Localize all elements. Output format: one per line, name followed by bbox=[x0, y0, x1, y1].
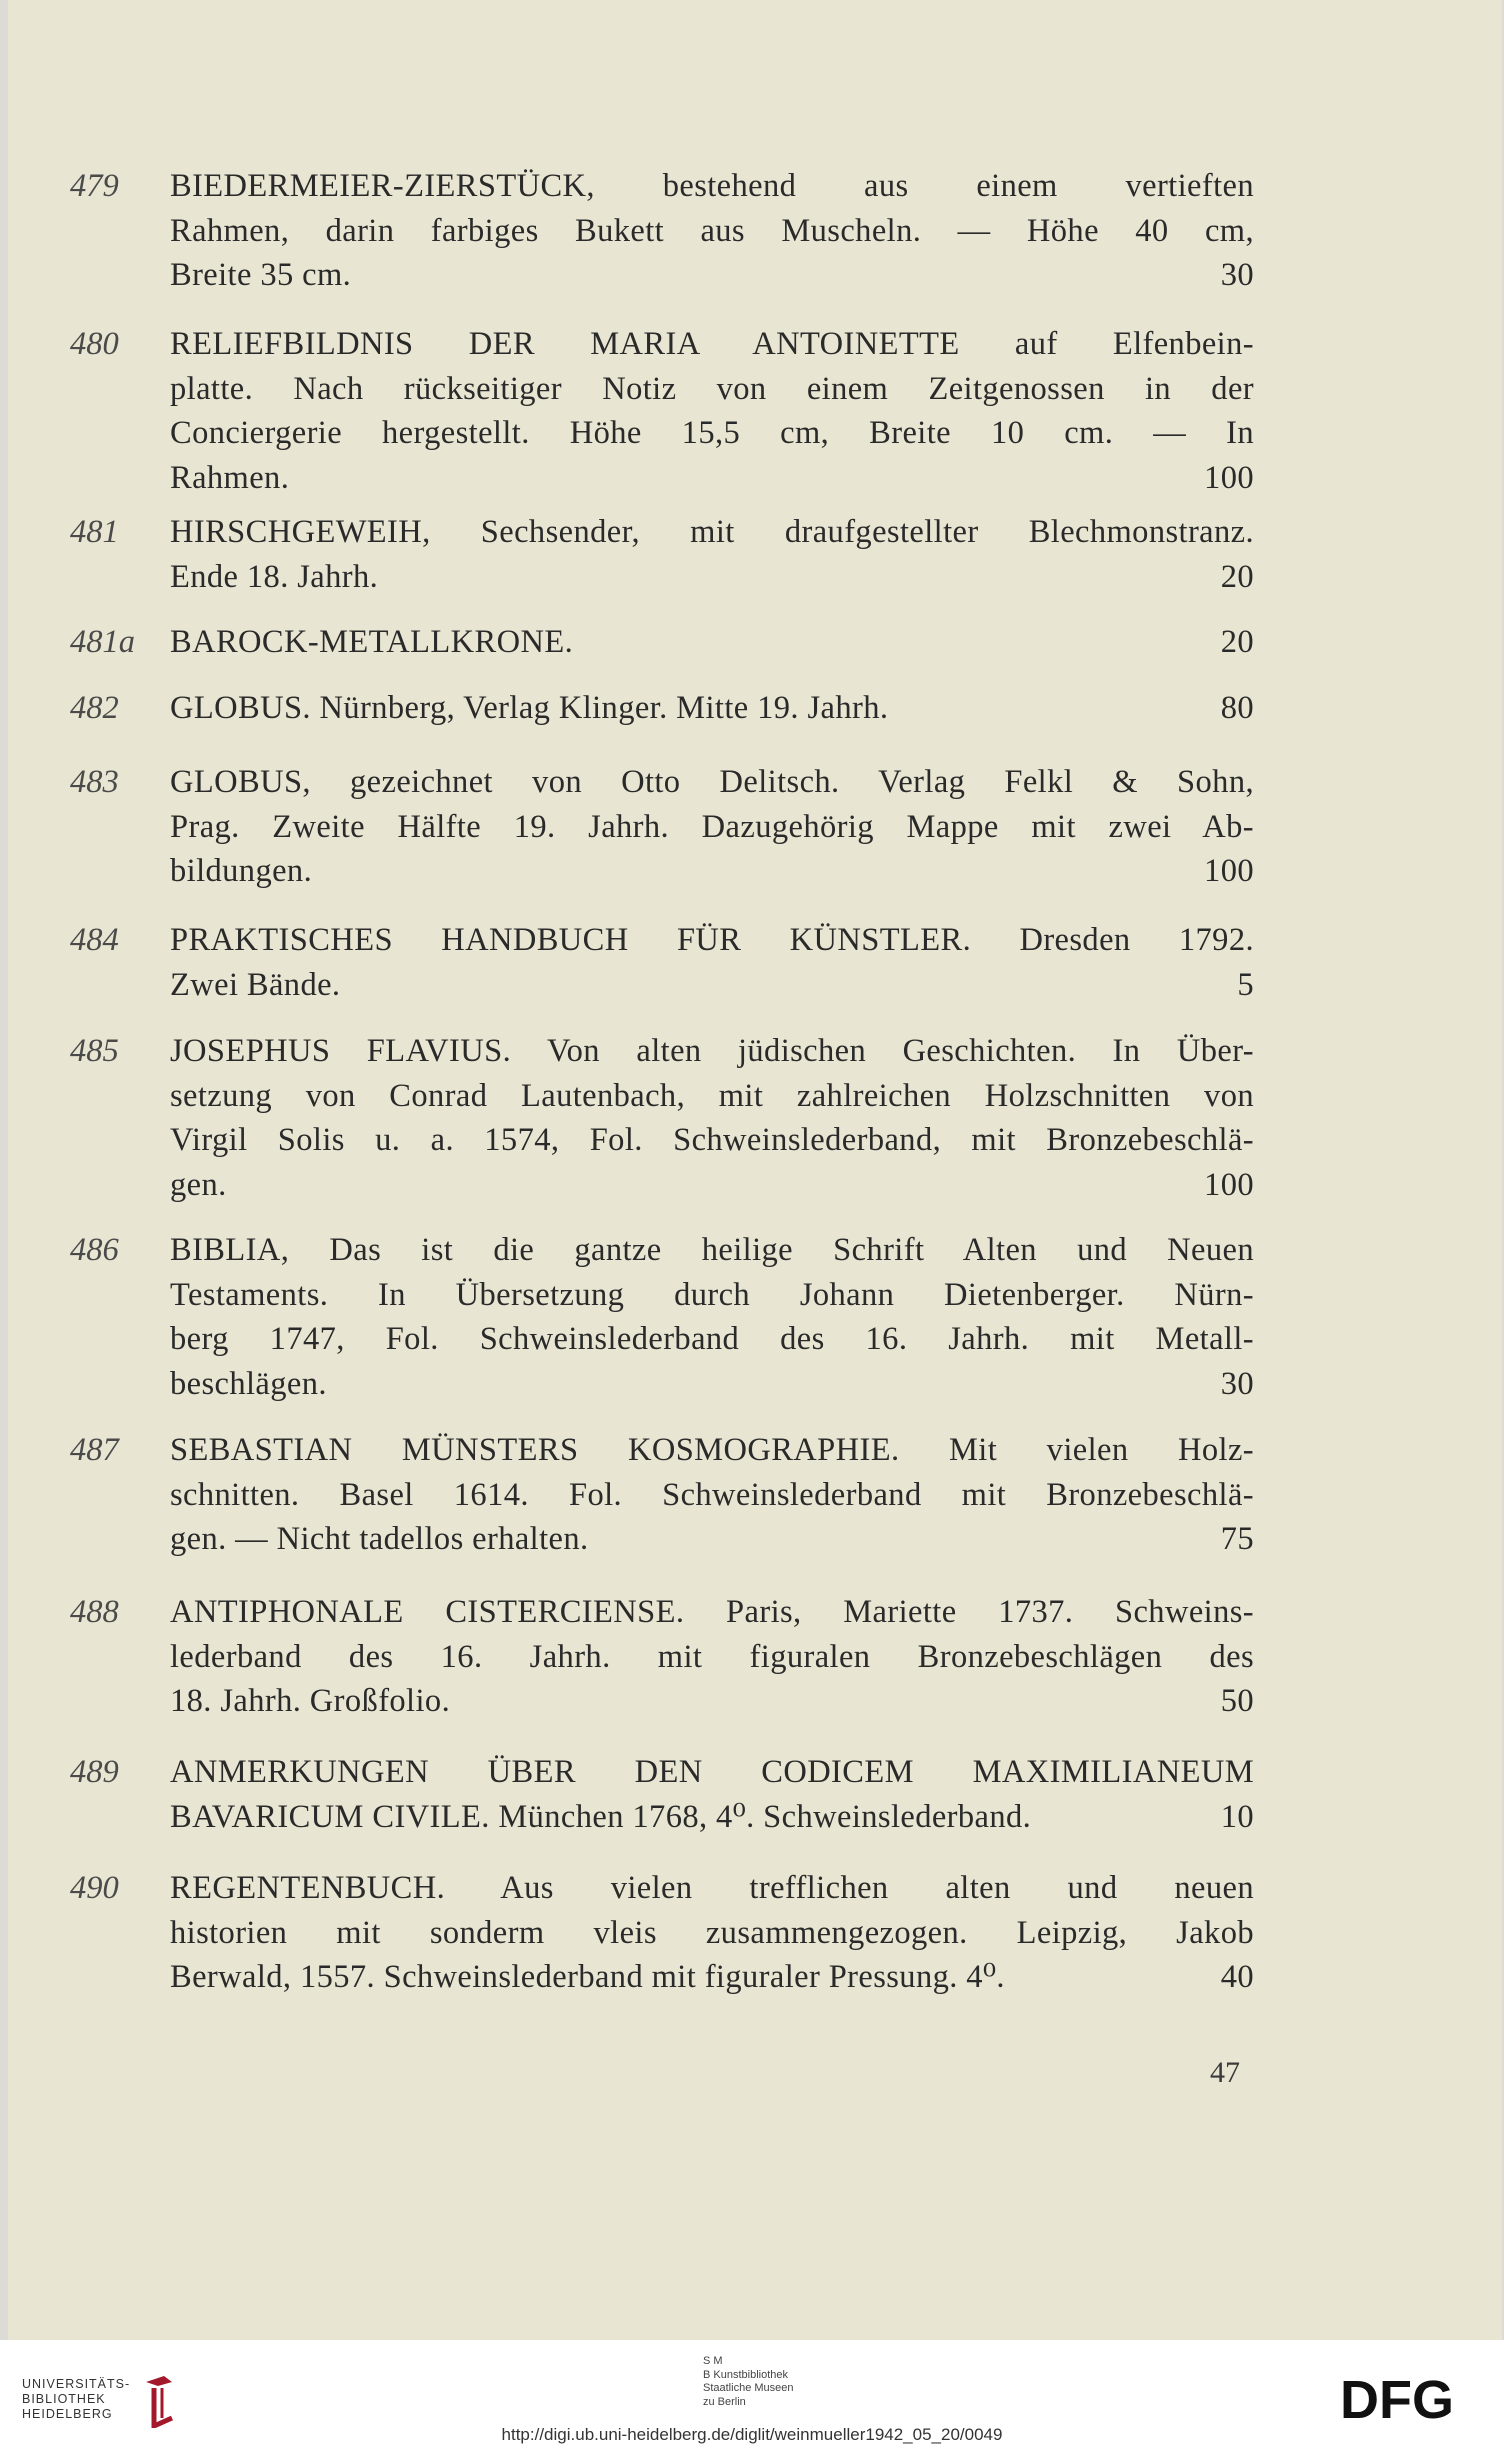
lot-price: 30 bbox=[1220, 1365, 1254, 1402]
entry-line: Virgil Solis u. a. 1574, Fol. Schweinslederband, mit Bronzebeschlä- bbox=[170, 1122, 1254, 1158]
catalogue-entry bbox=[70, 510, 1254, 599]
entry-line: setzung von Conrad Lautenbach, mit zahlreichen Holzschnitten von bbox=[170, 1077, 1254, 1114]
entry-line: Prag. Zweite Hälfte 19. Jahrh. Dazugehörig Mappe mit zwei Ab- bbox=[170, 808, 1254, 845]
lot-number: 485 bbox=[70, 1033, 119, 1069]
entry-line: Rahmen, darin farbiges Bukett aus Muscheln. — Höhe 40 cm, bbox=[170, 212, 1254, 249]
lot-price: 30 bbox=[1220, 257, 1254, 293]
entry-line: ANMERKUNGEN ÜBER DEN CODICEM MAXIMILIANEUM bbox=[170, 1754, 1254, 1790]
lot-number: 486 bbox=[70, 1232, 119, 1268]
catalogue-entry bbox=[70, 1750, 1254, 1839]
lot-price: 20 bbox=[1220, 624, 1254, 660]
entry-line: Zwei Bände. bbox=[170, 966, 341, 1003]
ub-text-line-1: UNIVERSITÄTS- bbox=[22, 2377, 131, 2391]
lot-price: 100 bbox=[1204, 459, 1254, 496]
entry-line: GLOBUS, gezeichnet von Otto Delitsch. Verlag Felkl & Sohn, bbox=[170, 764, 1254, 800]
catalogue-entry bbox=[70, 686, 1254, 731]
entry-line: JOSEPHUS FLAVIUS. Von alten jüdischen Geschichten. In Über- bbox=[170, 1033, 1254, 1069]
catalogue-entry bbox=[70, 164, 1254, 298]
lot-number: 487 bbox=[70, 1432, 119, 1468]
entry-line: GLOBUS. Nürnberg, Verlag Klinger. Mitte 19. Jahrh. bbox=[170, 690, 889, 726]
entry-line: gen. bbox=[170, 1166, 227, 1203]
lot-price: 5 bbox=[1237, 966, 1254, 1003]
entry-text bbox=[170, 510, 1254, 599]
lot-price: 80 bbox=[1220, 690, 1254, 726]
entry-line: BIEDERMEIER-ZIERSTÜCK, bestehend aus einem vertieften bbox=[170, 168, 1254, 204]
entry-text bbox=[170, 1228, 1254, 1406]
entry-text bbox=[170, 620, 1254, 665]
entry-line: HIRSCHGEWEIH, Sechsender, mit draufgestellter Blechmonstranz. bbox=[170, 514, 1254, 550]
lot-number: 482 bbox=[70, 690, 119, 726]
lot-price: 100 bbox=[1204, 1166, 1254, 1203]
catalogue-entry bbox=[70, 1428, 1254, 1562]
page-number: 47 bbox=[1210, 2056, 1240, 2089]
smb-line-3: Staatliche Museen bbox=[703, 2382, 794, 2394]
lot-price: 20 bbox=[1220, 558, 1254, 595]
entry-line: PRAKTISCHES HANDBUCH FÜR KÜNSTLER. Dresden 1792. bbox=[170, 922, 1254, 958]
entry-text bbox=[170, 918, 1254, 1007]
entry-line: Breite 35 cm. bbox=[170, 257, 352, 293]
smb-line-1: S M bbox=[703, 2355, 723, 2367]
entry-text bbox=[170, 1866, 1254, 2000]
lot-price: 50 bbox=[1220, 1683, 1254, 1719]
entry-text bbox=[170, 164, 1254, 298]
catalogue-entry bbox=[70, 918, 1254, 1007]
entry-line: Ende 18. Jahrh. bbox=[170, 558, 379, 595]
entry-text bbox=[170, 1750, 1254, 1839]
entry-line: REGENTENBUCH. Aus vielen trefflichen alten und neuen bbox=[170, 1870, 1254, 1906]
entry-line: ANTIPHONALE CISTERCIENSE. Paris, Mariette 1737. Schweins- bbox=[170, 1594, 1254, 1630]
lot-number: 479 bbox=[70, 168, 119, 204]
smb-line-4: zu Berlin bbox=[703, 2395, 746, 2408]
dfg-logo-text: DFG bbox=[1340, 2370, 1454, 2424]
smb-line-2: B Kunstbibliothek bbox=[703, 2368, 788, 2381]
lot-number: 481 bbox=[70, 514, 119, 550]
permalink-url[interactable]: http://digi.ub.uni-heidelberg.de/diglit/weinmueller1942_05_20/0049 bbox=[501, 2425, 1003, 2444]
catalogue-entry bbox=[70, 760, 1254, 894]
catalogue-entry bbox=[70, 620, 1254, 665]
entry-line: Rahmen. bbox=[170, 459, 290, 496]
lot-number: 480 bbox=[70, 326, 119, 362]
lot-number: 489 bbox=[70, 1754, 119, 1790]
entry-text bbox=[170, 1428, 1254, 1562]
entry-line: Testaments. In Übersetzung durch Johann Dietenberger. Nürn- bbox=[170, 1276, 1254, 1313]
ub-text-line-2: BIBLIOTHEK bbox=[22, 2392, 106, 2406]
catalogue-entry bbox=[70, 1866, 1254, 2000]
entry-line: historien mit sonderm vleis zusammengezogen. Leipzig, Jakob bbox=[170, 1914, 1254, 1951]
catalogue-entry bbox=[70, 1590, 1254, 1724]
lot-price: 100 bbox=[1204, 853, 1254, 889]
entry-text bbox=[170, 1590, 1254, 1724]
entry-line: gen. — Nicht tadellos erhalten. bbox=[170, 1521, 589, 1557]
smb-logo-text bbox=[703, 2355, 794, 2409]
entry-text bbox=[170, 1029, 1254, 1207]
entry-line: BIBLIA, Das ist die gantze heilige Schrift Alten und Neuen bbox=[170, 1232, 1254, 1268]
lot-price: 75 bbox=[1220, 1521, 1254, 1557]
entry-line: BAROCK-METALLKRONE. bbox=[170, 624, 574, 660]
entry-line: berg 1747, Fol. Schweinslederband des 16. Jahrh. mit Metall- bbox=[170, 1321, 1254, 1357]
lot-price: 40 bbox=[1220, 1959, 1254, 1995]
lot-number: 484 bbox=[70, 922, 119, 958]
entry-text bbox=[170, 322, 1254, 500]
lot-number: 481a bbox=[70, 624, 135, 660]
entry-line: Conciergerie hergestellt. Höhe 15,5 cm, Breite 10 cm. — In bbox=[170, 415, 1254, 451]
ub-text-line-3: HEIDELBERG bbox=[22, 2407, 113, 2421]
entry-line: bildungen. bbox=[170, 853, 313, 889]
entry-text bbox=[170, 760, 1254, 894]
dfg-logo bbox=[1340, 2370, 1470, 2424]
entry-line: SEBASTIAN MÜNSTERS KOSMOGRAPHIE. Mit vielen Holz- bbox=[170, 1432, 1254, 1468]
catalogue-entry bbox=[70, 1228, 1254, 1406]
entry-line: schnitten. Basel 1614. Fol. Schweinslederband mit Bronzebeschlä- bbox=[170, 1476, 1254, 1513]
lot-price: 10 bbox=[1220, 1798, 1254, 1835]
lot-number: 488 bbox=[70, 1594, 119, 1630]
entry-line: lederband des 16. Jahrh. mit figuralen Bronzebeschlägen des bbox=[170, 1638, 1254, 1675]
entry-line: platte. Nach rückseitiger Notiz von einem Zeitgenossen in der bbox=[170, 370, 1254, 407]
catalogue-entry bbox=[70, 1029, 1254, 1207]
lot-number: 490 bbox=[70, 1870, 119, 1906]
entry-line: BAVARICUM CIVILE. München 1768, 4⁰. Schweinslederband. bbox=[170, 1798, 1032, 1835]
entry-text bbox=[170, 686, 1254, 731]
entry-line: beschlägen. bbox=[170, 1365, 327, 1402]
entry-line: RELIEFBILDNIS DER MARIA ANTOINETTE auf Elfenbein- bbox=[170, 326, 1254, 362]
catalogue-entry bbox=[70, 322, 1254, 500]
entry-line: Berwald, 1557. Schweinslederband mit figuraler Pressung. 4⁰. bbox=[170, 1959, 1005, 1995]
entry-line: 18. Jahrh. Großfolio. bbox=[170, 1683, 451, 1719]
lot-number: 483 bbox=[70, 764, 119, 800]
